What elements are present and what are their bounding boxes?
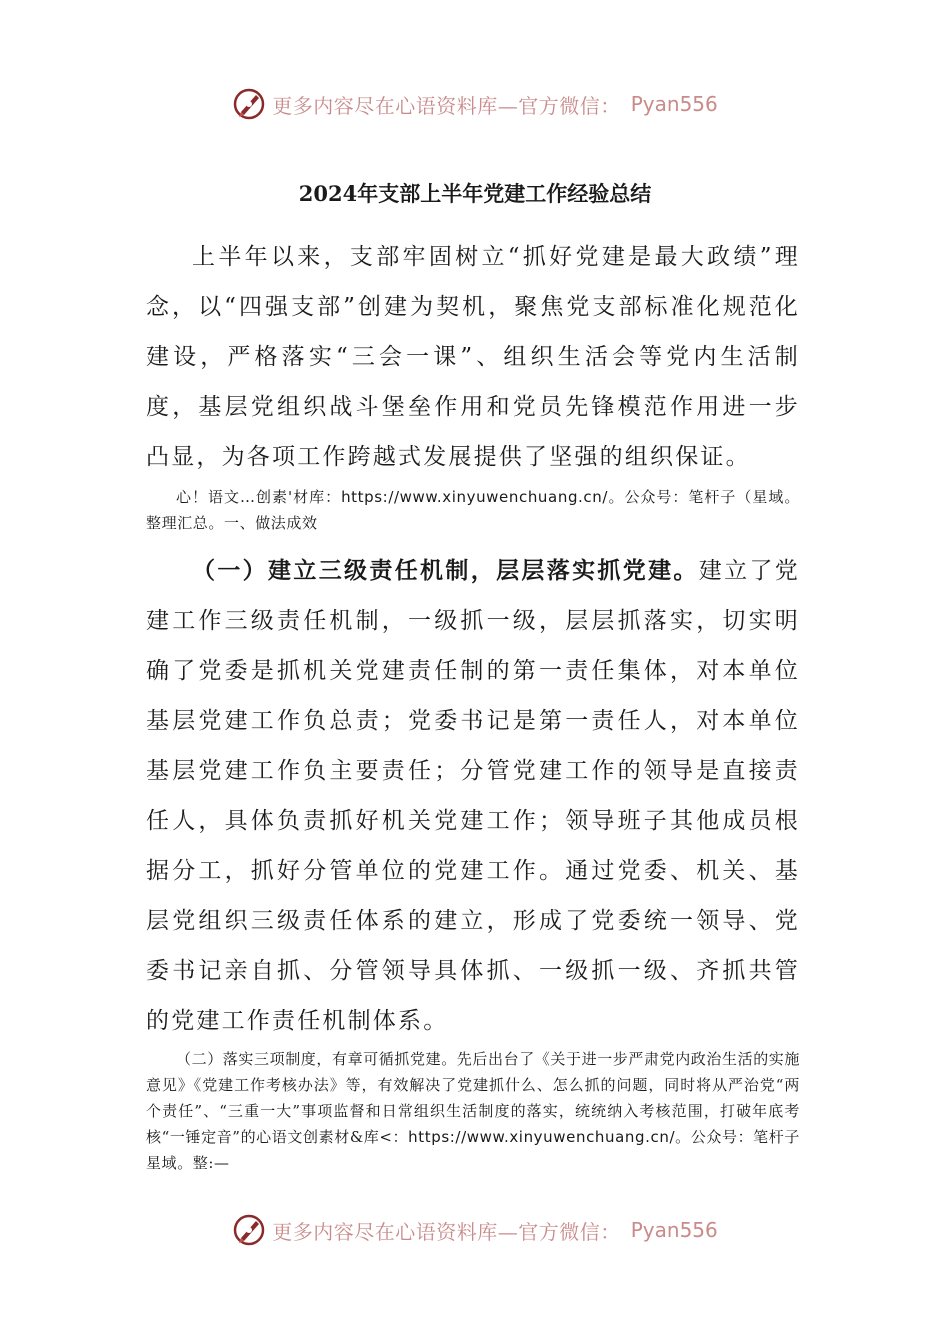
watermark-wechat-id: Pyan556 [630,1218,718,1242]
watermark-wechat-id: Pyan556 [630,92,718,116]
document-title: 2024年支部上半年党建工作经验总结 [298,181,652,206]
section-2-text: （二）落实三项制度，有章可循抓党建。先后出台了《关于进一步严肃党内政治生活的实施意见》《党建工作考核办法》等，有效解决了党建抓什么、怎么抓的问题，同时将从严治党“两个责任”、“三重一大”事项监督和日常组织生活制度的落实，统统纳入考核范围，打破年底考核“一锤定音”的心语文创素材&库<： [146,1050,801,1146]
watermark-text: 更多内容尽在心语资料库—官方微信： [272,93,621,118]
header-watermark [0,84,950,124]
section-1-body: 建立了党建工作三级责任机制，一级抓一级，层层抓落实，切实明确了党委是抓机关党建责任制的第一责任集体，对本单位基层党建工作负总责；党委书记是第一责任人，对本单位基层党建工作负主要责任；分管党建工作的领导是直接责任人，具体负责抓好机关党建工作；领导班子其他成员根据分工，抓好分管单位的党建工作。通过党委、机关、基层党组织三级责任体系的建立，形成了党委统一领导、党委书记亲自抓、分管领导具体抓、一级抓一级、齐抓共管的党建工作责任机制体系。 [146,558,800,1034]
source-note-paragraph [146,484,800,536]
source-note-prefix: 心！语文…创素'材库： [176,488,342,506]
source-note-url: https://www.xinyuwenchuang.cn/ [341,488,609,506]
intro-paragraph: 上半年以来，支部牢固树立“抓好党建是最大政绩”理念，以“四强支部”创建为契机，聚焦党支部标准化规范化建设，严格落实“三会一课”、组织生活会等党内生活制度，基层党组织战斗堡垒作用和党员先锋模范作用进一步凸显，为各项工作跨越式发展提供了坚强的组织保证。 [146,244,800,470]
section-2-suffix: 。公众号：笔杆子星域。整:— [146,1128,800,1172]
section-1-paragraph [146,546,800,1046]
footer-watermark [0,1210,950,1250]
section-2-paragraph [146,1046,800,1176]
section-2-url: https://www.xinyuwenchuang.cn/ [408,1128,676,1146]
pen-logo-icon [232,1213,266,1247]
section-1-heading: （一）建立三级责任机制，层层落实抓党建。 [192,557,699,584]
source-note-suffix: 。公众号：笔杆子（星域。整理汇总。一、做法成效 [146,488,800,532]
watermark-text: 更多内容尽在心语资料库—官方微信： [272,1219,621,1244]
pen-logo-icon [232,87,266,121]
